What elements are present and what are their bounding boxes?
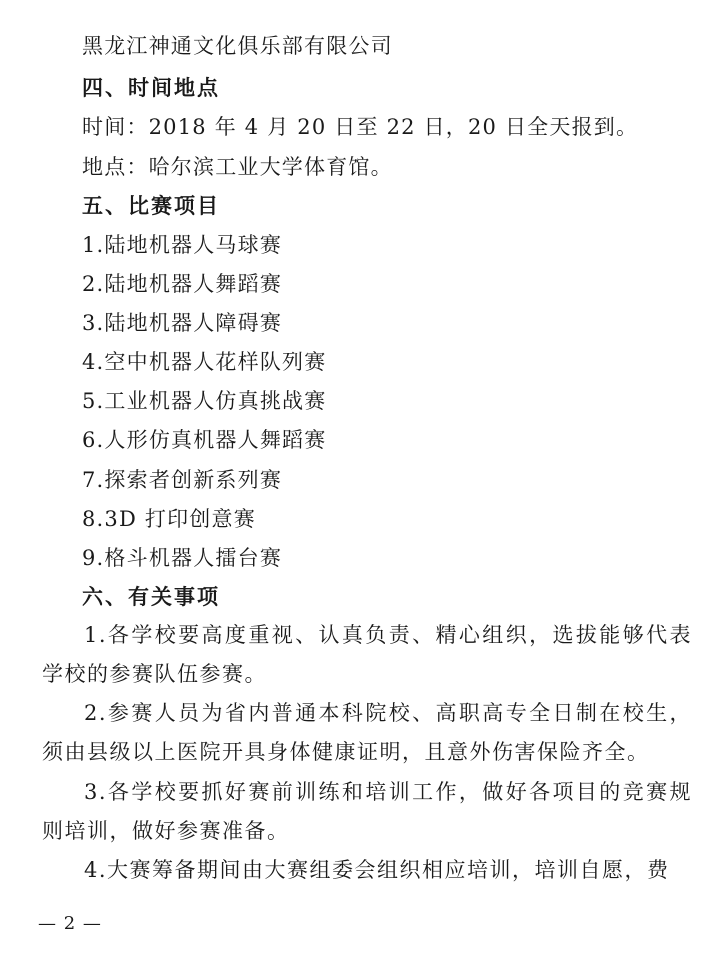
event-item: 8.3D 打印创意赛 <box>82 507 256 531</box>
event-item: 5.工业机器人仿真挑战赛 <box>82 389 327 413</box>
section-heading-events: 五、比赛项目 <box>82 194 220 218</box>
event-item: 4.空中机器人花样队列赛 <box>82 350 327 374</box>
event-item: 7.探索者创新系列赛 <box>82 468 283 492</box>
time-line: 时间：2018 年 4 月 20 日至 22 日，20 日全天报到。 <box>82 115 639 139</box>
event-item: 6.人形仿真机器人舞蹈赛 <box>82 428 327 452</box>
place-line: 地点：哈尔滨工业大学体育馆。 <box>82 155 393 179</box>
section-heading-notes: 六、有关事项 <box>82 585 220 609</box>
event-item: 2.陆地机器人舞蹈赛 <box>82 272 283 296</box>
note-paragraph: 2.参赛人员为省内普通本科院校、高职高专全日制在校生，须由县级以上医院开具身体健康证明，且意外伤害保险齐全。 <box>42 701 692 764</box>
note-paragraph: 4.大赛筹备期间由大赛组委会组织相应培训，培训自愿，费 <box>84 858 670 882</box>
page-number: — 2 — <box>38 913 102 934</box>
event-item: 9.格斗机器人擂台赛 <box>82 546 283 570</box>
section-heading-time-place: 四、时间地点 <box>82 76 220 100</box>
event-item: 1.陆地机器人马球赛 <box>82 233 283 257</box>
note-paragraph: 3.各学校要抓好赛前训练和培训工作，做好各项目的竞赛规则培训，做好参赛准备。 <box>42 780 692 843</box>
organizer-line: 黑龙江神通文化俱乐部有限公司 <box>82 34 393 58</box>
note-paragraph: 1.各学校要高度重视、认真负责、精心组织，选拔能够代表学校的参赛队伍参赛。 <box>42 623 692 686</box>
event-item: 3.陆地机器人障碍赛 <box>82 311 283 335</box>
